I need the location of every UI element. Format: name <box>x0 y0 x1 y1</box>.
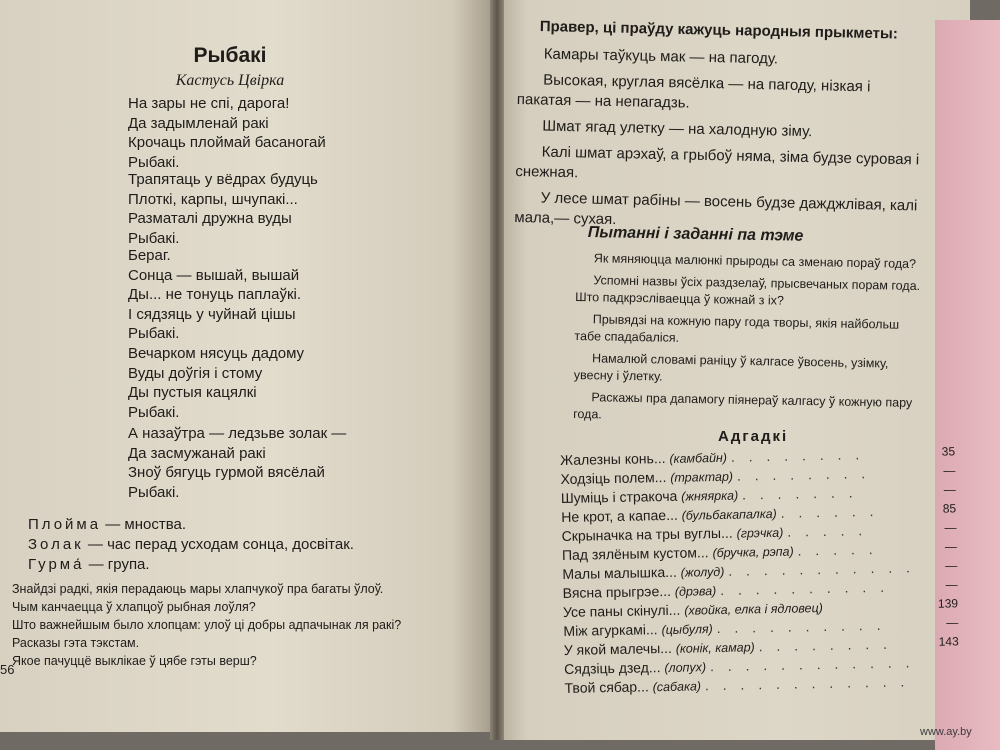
riddle-answer: (трактар) <box>670 469 734 485</box>
glossary-entry <box>28 555 354 575</box>
riddle-page: — <box>944 520 957 535</box>
poem-line: Зноў бягуць гурмой вясёлай <box>128 464 325 481</box>
poem-line: Вечарком нясуць дадому <box>128 345 305 362</box>
question: Расказы гэта тэкстам. <box>12 636 140 650</box>
riddle-page: 139 <box>937 596 959 611</box>
riddle-text: Жалезны конь... <box>560 449 666 468</box>
poem-line: Да задымленай ракі <box>128 114 269 132</box>
riddle-answer: (бульбакапалка) <box>681 506 777 523</box>
stanza-5 <box>128 424 346 502</box>
glossary-entry <box>28 515 354 535</box>
leader-dots: . . . . . . . . <box>736 465 871 484</box>
riddle-answer: (жняярка) <box>681 488 739 504</box>
signs-heading: Правер, ці праўду кажуць народныя прыкметы: <box>539 18 898 43</box>
riddle-text: Скрыначка на тры вуглы... <box>561 524 733 544</box>
glossary-entry <box>28 535 354 555</box>
question: Што важнейшым было хлопцам: улоў ці добры адпачынак ля ракі? <box>12 618 402 632</box>
task-item: Прывядзі на кожную пару года творы, якія найбольш табе спадабаліся. <box>574 312 900 345</box>
riddle-text: У якой малечы... <box>563 639 673 658</box>
poem-line: Рыбакі. <box>128 325 180 342</box>
watermark: www.ay.by <box>920 726 972 738</box>
riddle-answer: (жолуд) <box>680 564 725 580</box>
book-spine <box>490 0 504 740</box>
leader-dots: . . . . . . . . . . <box>716 616 886 637</box>
page-number: 56 <box>0 662 15 677</box>
leader-dots: . . . . . . . . <box>758 635 893 655</box>
riddle-page: — <box>943 482 956 497</box>
glossary-definition: — час перад усходам сонца, досвітак. <box>87 536 354 553</box>
poem-line: І сядзяць у чуйнай цішы <box>128 305 296 323</box>
leader-dots: . . . . . . . . <box>730 446 865 465</box>
leader-dots: . . . . . <box>787 522 868 540</box>
folk-signs <box>514 44 928 243</box>
riddles-title: Адгадкі <box>718 428 789 445</box>
glossary-definition: — мноства. <box>105 516 187 533</box>
riddle-answer: (лопух) <box>664 660 707 676</box>
tasks-list <box>573 250 926 434</box>
riddle-text: Малы малышка... <box>562 563 677 582</box>
sign-item: Шмат ягад улетку — на халодную зіму. <box>542 117 813 141</box>
riddle-text: Ходзіць полем... <box>560 468 667 487</box>
poem-line: Разматалі дружна вуды <box>128 210 292 227</box>
poem-line: Крочаць плоймай басаногай <box>128 134 326 151</box>
riddle-page: — <box>944 539 958 554</box>
poem-line: Плоткі, карпы, шчупакі... <box>128 190 298 208</box>
riddle-page: 143 <box>938 634 959 649</box>
task-item: Намалюй словамі раніцу ў калгасе ўвосень, узімку, увесну і ўлетку. <box>573 351 889 384</box>
stanza-4 <box>128 344 304 422</box>
poem-line: Ды пустыя кацялкі <box>128 384 257 401</box>
poem-line: Рыбакі. <box>128 483 180 501</box>
task-item: Як мяняюцца малюнкі прыроды са зменаю пораў года? <box>593 251 917 271</box>
poem-line: Рыбакі. <box>128 153 180 171</box>
poem-questions <box>12 580 401 670</box>
stanza-1 <box>128 94 326 172</box>
riddles-list <box>560 444 960 699</box>
sign-item: У лесе шмат рабіны — восень будзе дажджлівая, калі мала,— сухая. <box>514 189 918 229</box>
riddle-answer: (дрэва) <box>674 584 717 599</box>
poem-line: А назаўтра — ледзьве золак — <box>128 425 347 442</box>
stanza-2 <box>128 170 318 248</box>
riddle-answer: (сабака) <box>652 679 702 695</box>
riddle-answer: (цыбуля) <box>661 622 713 638</box>
riddle-text: Не крот, а капае... <box>561 506 678 525</box>
poem-line: Рыбакі. <box>128 229 180 247</box>
riddle-page: 35 <box>941 444 956 459</box>
sign-item: Камары таўкуць мак — на пагоду. <box>543 45 779 68</box>
riddle-text: Між агуркамі... <box>563 621 658 639</box>
poem-line: Сонца — вышай, вышай <box>128 266 300 284</box>
riddle-text: Вясна прыгрэе... <box>562 582 672 601</box>
poem-author: Кастусь Цвірка <box>175 72 285 89</box>
poem-line: Трапятаць у вёдрах будуць <box>128 171 318 188</box>
tasks-title: Пытанні і заданні па тэме <box>587 224 804 245</box>
riddle-text: Сядзіць дзед... <box>564 659 661 677</box>
poem-line: Да засмужанай ракі <box>128 444 266 462</box>
question: Якое пачуццё выклікае ў цябе гэты верш? <box>12 654 257 668</box>
riddle-page: 85 <box>942 501 957 516</box>
riddle-answer: (хвойка, елка і ядловец) <box>684 600 824 618</box>
leader-dots: . . . . . . . . . . . . <box>709 654 915 675</box>
riddle-answer: (конік, камар) <box>675 640 755 656</box>
riddle-text: Пад зялёным кустом... <box>561 544 709 563</box>
poem-line: Рыбакі. <box>128 403 180 421</box>
riddle-text: Твой сябар... <box>564 678 649 696</box>
riddle-page: — <box>945 558 958 573</box>
question: Знайдзі радкі, якія перадаюць мары хлапчукоў пра багаты ўлоў. <box>12 582 384 596</box>
sign-item: Высокая, круглая вясёлка — на пагоду, нізкая і пакатая — на непагадзь. <box>516 71 871 112</box>
riddle-text: Усе паны скінулі... <box>562 601 681 620</box>
poem-title: Рыбакі <box>193 44 267 67</box>
riddle-answer: (камбайн) <box>669 450 728 466</box>
riddle-text: Шуміць і стракоча <box>560 487 678 506</box>
leader-dots: . . . . . . <box>780 502 879 521</box>
sign-item: Калі шмат арэхаў, а грыбоў няма, зіма будзе суровая і снежная. <box>515 143 920 182</box>
riddle-page: — <box>943 463 956 478</box>
poem-line: Вуды доўгія і стому <box>128 364 263 382</box>
stanza-3 <box>128 246 301 344</box>
leader-dots: . . . . . <box>797 540 878 559</box>
poem-line: Бераг. <box>128 247 171 264</box>
riddle-page: — <box>946 615 959 630</box>
leader-dots: . . . . . . . . . . . <box>728 559 916 579</box>
poem-line: Ды... не тонуць паплаўкі. <box>128 286 302 303</box>
riddle-page: — <box>945 577 958 592</box>
leader-dots: . . . . . . . . . . . . <box>704 673 910 694</box>
glossary-term: Плойма <box>28 516 102 533</box>
glossary-term: Золак <box>28 536 84 553</box>
riddle-answer: (грэчка) <box>736 525 784 541</box>
glossary-definition: — група. <box>88 556 150 573</box>
question: Чым канчаецца ў хлапцоў рыбная лоўля? <box>12 600 256 614</box>
task-item: Раскажы пра дапамогу піянераў калгасу ў кожную пару года. <box>573 390 913 422</box>
leader-dots: . . . . . . . <box>741 484 858 503</box>
glossary-term: Гурма́ <box>28 556 85 573</box>
glossary <box>28 515 354 575</box>
task-item: Успомні назвы ўсіх раздзелаў, прысвечаных порам года. Што падкрэсліваецца ў кожнай з іх? <box>575 273 921 308</box>
leader-dots: . . . . . . . . . . <box>719 578 890 598</box>
riddle-answer: (бручка, рэпа) <box>712 544 794 561</box>
poem-line: На зары не спі, дарога! <box>128 95 290 112</box>
